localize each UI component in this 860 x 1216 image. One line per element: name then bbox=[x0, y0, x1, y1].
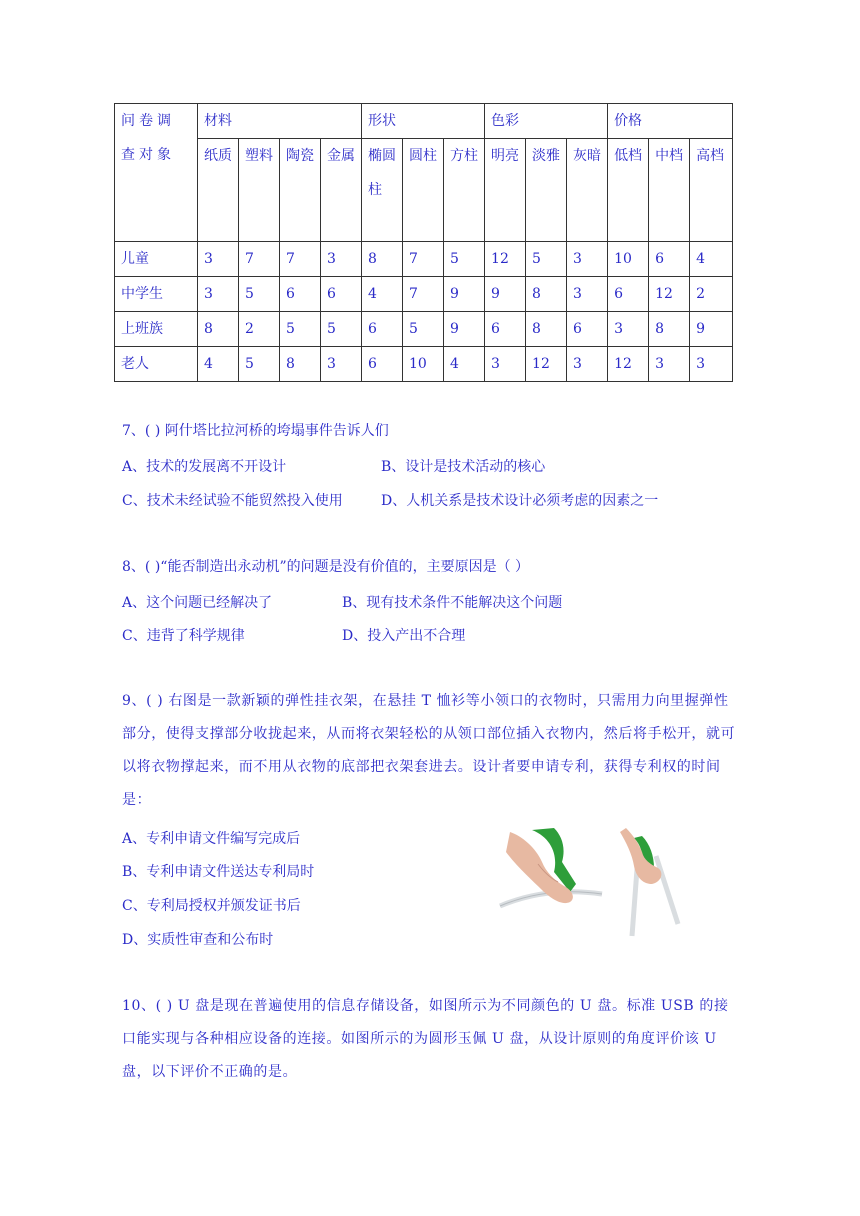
row-label: 老人 bbox=[115, 347, 198, 382]
subheader-ceramic: 陶瓷 bbox=[280, 139, 321, 242]
table-cell: 6 bbox=[567, 312, 608, 347]
table-cell: 6 bbox=[608, 277, 649, 312]
table-cell: 3 bbox=[567, 277, 608, 312]
question-8-option-c: C、违背了科学规律 bbox=[122, 628, 245, 644]
table-cell: 4 bbox=[198, 347, 239, 382]
question-8-option-b: B、现有技术条件不能解决这个问题 bbox=[342, 595, 563, 611]
subheader-elegant: 淡雅 bbox=[526, 139, 567, 242]
table-cell: 9 bbox=[444, 312, 485, 347]
table-cell: 9 bbox=[485, 277, 526, 312]
table-cell: 3 bbox=[567, 347, 608, 382]
hanger-arm-right-b bbox=[656, 856, 678, 924]
table-cell: 10 bbox=[403, 347, 444, 382]
header-group-color: 色彩 bbox=[485, 104, 608, 139]
table-cell: 4 bbox=[362, 277, 403, 312]
table-cell: 6 bbox=[362, 312, 403, 347]
table-cell: 9 bbox=[690, 312, 733, 347]
table-cell: 5 bbox=[526, 242, 567, 277]
table-row bbox=[115, 347, 733, 382]
question-9-option-a: A、专利申请文件编写完成后 bbox=[122, 831, 301, 847]
table-cell: 3 bbox=[321, 242, 362, 277]
table-cell: 4 bbox=[690, 242, 733, 277]
question-7-option-a: A、技术的发展离不开设计 bbox=[122, 459, 287, 475]
question-9-option-c: C、专利局授权并颁发证书后 bbox=[122, 898, 301, 914]
table-cell: 3 bbox=[198, 277, 239, 312]
table-cell: 3 bbox=[567, 242, 608, 277]
table-cell: 12 bbox=[526, 347, 567, 382]
subheader-mid-price: 中档 bbox=[649, 139, 690, 242]
question-8-option-a: A、这个问题已经解决了 bbox=[122, 595, 273, 611]
table-cell: 10 bbox=[608, 242, 649, 277]
subheader-metal: 金属 bbox=[321, 139, 362, 242]
table-cell: 6 bbox=[362, 347, 403, 382]
table-cell: 3 bbox=[321, 347, 362, 382]
table-cell: 5 bbox=[239, 277, 280, 312]
table-cell: 3 bbox=[690, 347, 733, 382]
question-8-option-d: D、投入产出不合理 bbox=[342, 628, 466, 644]
subheader-ellipse-cylinder: 椭圆柱 bbox=[362, 139, 403, 242]
hanger-photo bbox=[492, 828, 692, 940]
header-group-material: 材料 bbox=[198, 104, 362, 139]
row-label: 中学生 bbox=[115, 277, 198, 312]
question-7-stem: 7、( ) 阿什塔比拉河桥的垮塌事件告诉人们 bbox=[122, 423, 389, 439]
table-cell: 6 bbox=[280, 277, 321, 312]
table-cell: 12 bbox=[608, 347, 649, 382]
subheader-dark: 灰暗 bbox=[567, 139, 608, 242]
subheader-low-price: 低档 bbox=[608, 139, 649, 242]
table-cell: 9 bbox=[444, 277, 485, 312]
table-cell: 6 bbox=[485, 312, 526, 347]
survey-table bbox=[114, 103, 733, 382]
question-9-option-b: B、专利申请文件送达专利局时 bbox=[122, 864, 315, 880]
table-cell: 3 bbox=[485, 347, 526, 382]
table-row bbox=[115, 242, 733, 277]
table-cell: 5 bbox=[321, 312, 362, 347]
question-10-stem: 10、( ) U 盘是现在普遍使用的信息存储设备，如图所示为不同颜色的 U 盘。标准 USB 的接口能实现与各种相应设备的连接。如图所示的为圆形玉佩 U 盘，从设计原则的角度评价该 U 盘，以下评价不正确的是。 bbox=[122, 998, 729, 1080]
table-cell: 6 bbox=[649, 242, 690, 277]
header-group-shape: 形状 bbox=[362, 104, 485, 139]
table-row bbox=[115, 312, 733, 347]
table-cell: 3 bbox=[649, 347, 690, 382]
table-cell: 8 bbox=[280, 347, 321, 382]
table-cell: 8 bbox=[526, 312, 567, 347]
subheader-high-price: 高档 bbox=[690, 139, 733, 242]
table-cell: 12 bbox=[649, 277, 690, 312]
table-cell: 3 bbox=[608, 312, 649, 347]
table-cell: 5 bbox=[403, 312, 444, 347]
subheader-square-prism: 方柱 bbox=[444, 139, 485, 242]
table-cell: 7 bbox=[403, 277, 444, 312]
row-label: 上班族 bbox=[115, 312, 198, 347]
question-7-option-c: C、技术未经试验不能贸然投入使用 bbox=[122, 493, 343, 509]
subheader-cylinder: 圆柱 bbox=[403, 139, 444, 242]
question-7-option-b: B、设计是技术活动的核心 bbox=[381, 459, 546, 475]
question-9-option-d: D、实质性审查和公布时 bbox=[122, 932, 274, 948]
header-survey-object: 问卷调查对象 bbox=[115, 104, 198, 242]
table-cell: 8 bbox=[362, 242, 403, 277]
table-cell: 8 bbox=[198, 312, 239, 347]
subheader-paper: 纸质 bbox=[198, 139, 239, 242]
table-cell: 8 bbox=[526, 277, 567, 312]
table-cell: 6 bbox=[321, 277, 362, 312]
question-9-stem: 9、( ) 右图是一款新颖的弹性挂衣架，在悬挂 T 恤衫等小领口的衣物时，只需用力向里握弹性部分，使得支撑部分收拢起来，从而将衣架轻松的从领口部位插入衣物内，然后将手松开，就可以将衣物撑起来，而不用从衣物的底部把衣架套进去。设计者要申请专利，获得专利权的时间是： bbox=[122, 693, 736, 808]
row-label: 儿童 bbox=[115, 242, 198, 277]
table-cell: 7 bbox=[239, 242, 280, 277]
subheader-plastic: 塑料 bbox=[239, 139, 280, 242]
question-7-option-d: D、人机关系是技术设计必须考虑的因素之一 bbox=[381, 493, 659, 509]
table-cell: 7 bbox=[403, 242, 444, 277]
table-cell: 12 bbox=[485, 242, 526, 277]
table-cell: 7 bbox=[280, 242, 321, 277]
table-cell: 3 bbox=[198, 242, 239, 277]
table-cell: 2 bbox=[239, 312, 280, 347]
table-cell: 5 bbox=[280, 312, 321, 347]
subheader-bright: 明亮 bbox=[485, 139, 526, 242]
table-cell: 2 bbox=[690, 277, 733, 312]
table-cell: 5 bbox=[444, 242, 485, 277]
table-cell: 5 bbox=[239, 347, 280, 382]
header-group-price: 价格 bbox=[608, 104, 733, 139]
table-row bbox=[115, 277, 733, 312]
table-cell: 4 bbox=[444, 347, 485, 382]
question-8-stem: 8、( )“能否制造出永动机”的问题是没有价值的，主要原因是（ ） bbox=[122, 559, 530, 575]
table-cell: 8 bbox=[649, 312, 690, 347]
